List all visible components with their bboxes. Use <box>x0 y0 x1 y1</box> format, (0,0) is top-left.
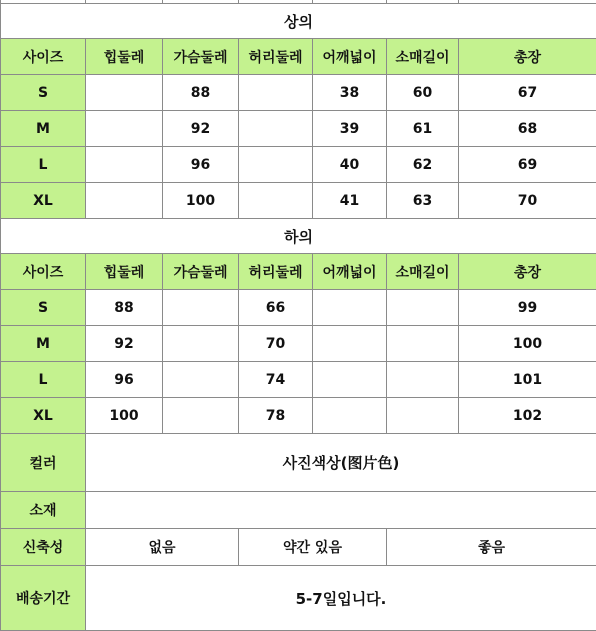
length-cell: 69 <box>459 147 596 183</box>
size-cell: XL <box>1 398 86 434</box>
length-cell: 100 <box>459 326 596 362</box>
stretch-option-good: 좋음 <box>387 529 596 566</box>
shoulder-cell <box>313 290 387 326</box>
size-cell: M <box>1 111 86 147</box>
waist-cell <box>239 183 313 219</box>
shipping-label: 배송기간 <box>1 566 86 631</box>
bottom-section-title: 하의 <box>1 219 596 254</box>
sleeve-cell: 62 <box>387 147 459 183</box>
header-size: 사이즈 <box>1 254 86 290</box>
chest-cell: 100 <box>163 183 239 219</box>
header-size: 사이즈 <box>1 39 86 75</box>
table-row <box>1 362 596 398</box>
header-hip: 힙둘레 <box>86 39 163 75</box>
shoulder-cell: 39 <box>313 111 387 147</box>
size-cell: L <box>1 147 86 183</box>
size-cell: S <box>1 290 86 326</box>
waist-cell <box>239 111 313 147</box>
shoulder-cell: 38 <box>313 75 387 111</box>
sleeve-cell <box>387 362 459 398</box>
size-cell: XL <box>1 183 86 219</box>
material-label: 소재 <box>1 492 86 529</box>
waist-cell: 78 <box>239 398 313 434</box>
color-value: 사진색상(图片色) <box>86 434 596 492</box>
sleeve-cell: 61 <box>387 111 459 147</box>
sleeve-cell <box>387 290 459 326</box>
waist-cell <box>239 75 313 111</box>
color-row <box>1 434 596 492</box>
stretch-option-slight: 약간 있음 <box>239 529 387 566</box>
hip-cell: 92 <box>86 326 163 362</box>
material-value <box>86 492 596 529</box>
chest-cell <box>163 398 239 434</box>
header-sleeve: 소매길이 <box>387 254 459 290</box>
header-hip: 힙둘레 <box>86 254 163 290</box>
waist-cell: 70 <box>239 326 313 362</box>
table-row <box>1 326 596 362</box>
waist-cell: 66 <box>239 290 313 326</box>
chest-cell <box>163 290 239 326</box>
hip-cell <box>86 183 163 219</box>
shoulder-cell <box>313 398 387 434</box>
table-row <box>1 183 596 219</box>
table-row <box>1 75 596 111</box>
stretch-label: 신축성 <box>1 529 86 566</box>
header-length: 총장 <box>459 39 596 75</box>
top-header-row <box>1 39 596 75</box>
table-row <box>1 147 596 183</box>
sleeve-cell: 63 <box>387 183 459 219</box>
header-shoulder: 어깨넓이 <box>313 39 387 75</box>
material-row <box>1 492 596 529</box>
chest-cell: 92 <box>163 111 239 147</box>
header-shoulder: 어깨넓이 <box>313 254 387 290</box>
header-waist: 허리둘레 <box>239 39 313 75</box>
table-row <box>1 111 596 147</box>
chest-cell: 88 <box>163 75 239 111</box>
shoulder-cell <box>313 362 387 398</box>
chest-cell: 96 <box>163 147 239 183</box>
length-cell: 70 <box>459 183 596 219</box>
top-section-title: 상의 <box>1 4 596 39</box>
size-cell: M <box>1 326 86 362</box>
size-cell: L <box>1 362 86 398</box>
stretch-option-none: 없음 <box>86 529 239 566</box>
stretch-row <box>1 529 596 566</box>
length-cell: 68 <box>459 111 596 147</box>
size-cell: S <box>1 75 86 111</box>
hip-cell: 100 <box>86 398 163 434</box>
shoulder-cell: 41 <box>313 183 387 219</box>
shoulder-cell <box>313 326 387 362</box>
table-row <box>1 398 596 434</box>
header-sleeve: 소매길이 <box>387 39 459 75</box>
shipping-value: 5-7일입니다. <box>86 566 596 631</box>
hip-cell: 96 <box>86 362 163 398</box>
shoulder-cell: 40 <box>313 147 387 183</box>
header-waist: 허리둘레 <box>239 254 313 290</box>
hip-cell <box>86 147 163 183</box>
length-cell: 101 <box>459 362 596 398</box>
chest-cell <box>163 326 239 362</box>
length-cell: 102 <box>459 398 596 434</box>
hip-cell: 88 <box>86 290 163 326</box>
table-row <box>1 290 596 326</box>
sleeve-cell <box>387 398 459 434</box>
bottom-header-row <box>1 254 596 290</box>
hip-cell <box>86 75 163 111</box>
sleeve-cell <box>387 326 459 362</box>
shipping-row <box>1 566 596 631</box>
sleeve-cell: 60 <box>387 75 459 111</box>
header-length: 총장 <box>459 254 596 290</box>
color-label: 컬러 <box>1 434 86 492</box>
hip-cell <box>86 111 163 147</box>
length-cell: 99 <box>459 290 596 326</box>
header-chest: 가슴둘레 <box>163 39 239 75</box>
chest-cell <box>163 362 239 398</box>
length-cell: 67 <box>459 75 596 111</box>
header-chest: 가슴둘레 <box>163 254 239 290</box>
waist-cell: 74 <box>239 362 313 398</box>
waist-cell <box>239 147 313 183</box>
